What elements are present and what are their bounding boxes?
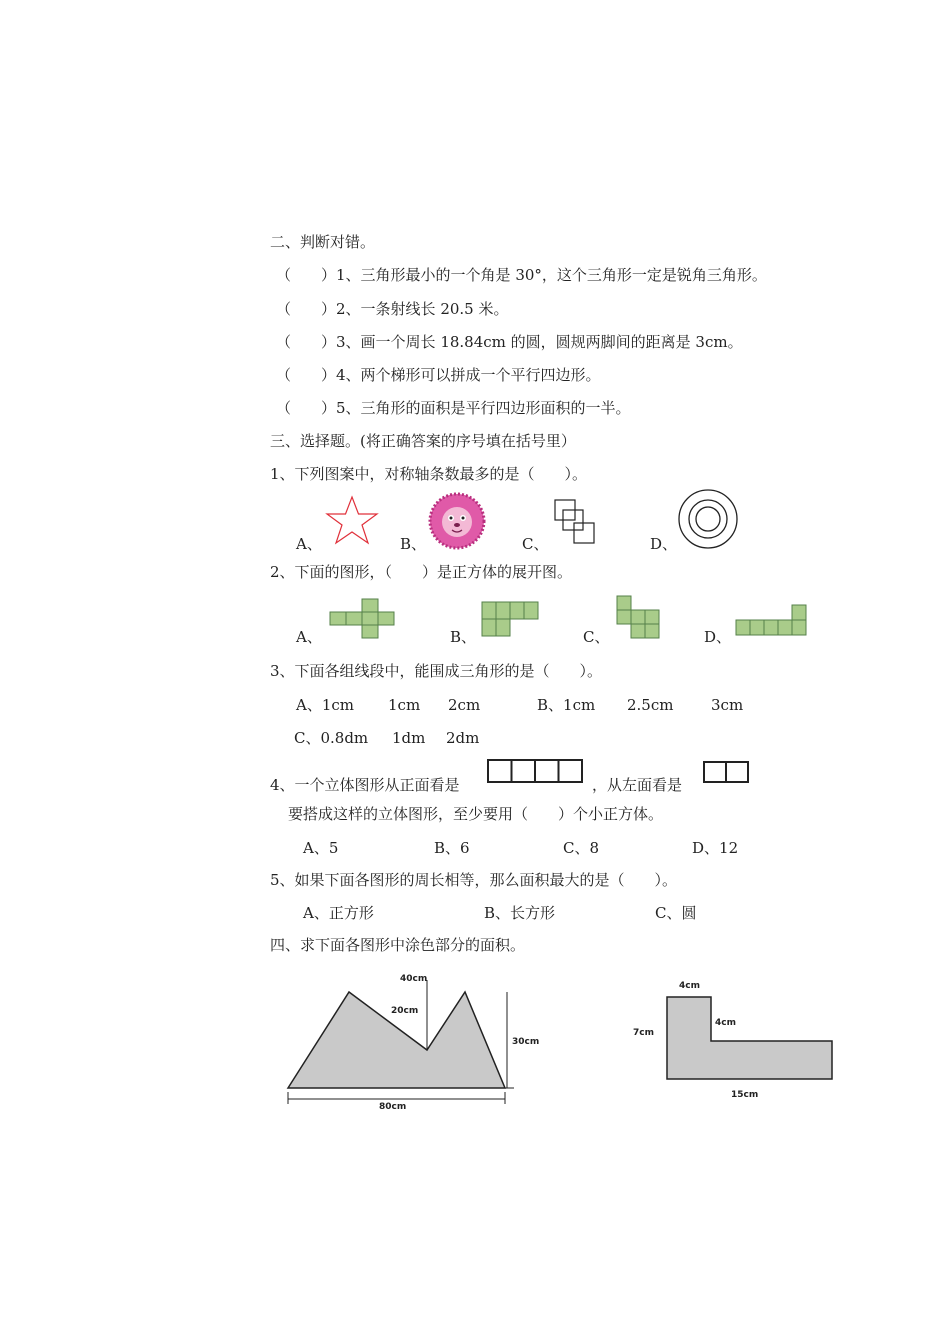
q1-option-a: A、	[296, 535, 322, 553]
fig1-label-80cm: 80cm	[379, 1102, 407, 1112]
star-icon	[322, 495, 382, 547]
lion-face-icon	[428, 492, 486, 550]
q1-option-c: C、	[522, 535, 549, 553]
cube-net-d	[734, 602, 808, 638]
section3-heading: 三、选择题。(将正确答案的序号填在括号里）	[270, 432, 576, 450]
q4-text-line2: 要搭成这样的立体图形，至少要用（ ）个小正方体。	[288, 805, 664, 823]
q3-a-2: 1cm	[388, 696, 421, 714]
q1-option-d: D、	[650, 535, 678, 553]
q3-c-3: 2dm	[446, 729, 480, 747]
q2-option-a: A、	[296, 628, 322, 646]
fig1-label-20cm: 20cm	[391, 1006, 419, 1016]
q2-text: 2、下面的图形，（ ）是正方体的展开图。	[270, 563, 573, 581]
q3-b-1: B、1cm	[537, 696, 596, 714]
overlapping-squares-icon	[552, 497, 598, 547]
front-view-figure	[486, 758, 584, 784]
q1-text: 1、下列图案中，对称轴条数最多的是（ ）。	[270, 465, 588, 483]
fig1-label-40cm: 40cm	[400, 974, 428, 984]
q3-a-3: 2cm	[448, 696, 481, 714]
q4-option-d: D、12	[692, 839, 739, 857]
fig2-label-step-4cm: 4cm	[715, 1018, 736, 1028]
q2-option-d: D、	[704, 628, 732, 646]
judge-item-4: （ ）4、两个梯形可以拼成一个平行四边形。	[276, 366, 601, 384]
q5-option-b: B、长方形	[484, 904, 556, 922]
judge-item-5: （ ）5、三角形的面积是平行四边形面积的一半。	[276, 399, 631, 417]
q4-option-a: A、5	[303, 839, 339, 857]
q4-text-left: ，从左面看是	[592, 776, 683, 794]
q3-c-2: 1dm	[392, 729, 426, 747]
q3-b-2: 2.5cm	[627, 696, 674, 714]
q3-a-1: A、1cm	[296, 696, 355, 714]
fig1-label-30cm: 30cm	[512, 1037, 540, 1047]
q4-text-front: 4、一个立体图形从正面看是	[270, 776, 460, 794]
left-view-figure	[702, 760, 750, 784]
cube-net-b	[480, 600, 540, 638]
q3-text: 3、下面各组线段中，能围成三角形的是（ ）。	[270, 662, 603, 680]
q5-option-a: A、正方形	[303, 904, 374, 922]
cube-net-a	[328, 598, 396, 640]
section4-heading: 四、求下面各图形中涂色部分的面积。	[270, 936, 526, 954]
q4-option-c: C、8	[563, 839, 600, 857]
judge-item-1: （ ）1、三角形最小的一个角是 30°，这个三角形一定是锐角三角形。	[276, 266, 767, 284]
fig2-label-15cm: 15cm	[731, 1090, 759, 1100]
q5-option-c: C、圆	[655, 904, 697, 922]
shaded-figure-1	[280, 968, 550, 1118]
cube-net-c	[615, 594, 661, 640]
fig2-label-top-4cm: 4cm	[679, 981, 700, 991]
fig2-label-7cm: 7cm	[633, 1028, 654, 1038]
q3-c-1: C、0.8dm	[294, 729, 369, 747]
q3-b-3: 3cm	[711, 696, 744, 714]
q2-option-b: B、	[450, 628, 477, 646]
concentric-circles-icon	[675, 488, 741, 550]
q2-option-c: C、	[583, 628, 610, 646]
judge-item-2: （ ）2、一条射线长 20.5 米。	[276, 300, 509, 318]
section2-heading: 二、判断对错。	[270, 233, 376, 251]
q5-text: 5、如果下面各图形的周长相等，那么面积最大的是（ ）。	[270, 871, 678, 889]
q4-option-b: B、6	[434, 839, 470, 857]
judge-item-3: （ ）3、画一个周长 18.84cm 的圆，圆规两脚间的距离是 3cm。	[276, 333, 743, 351]
q1-option-b: B、	[400, 535, 427, 553]
shaded-figure-2	[630, 975, 840, 1105]
